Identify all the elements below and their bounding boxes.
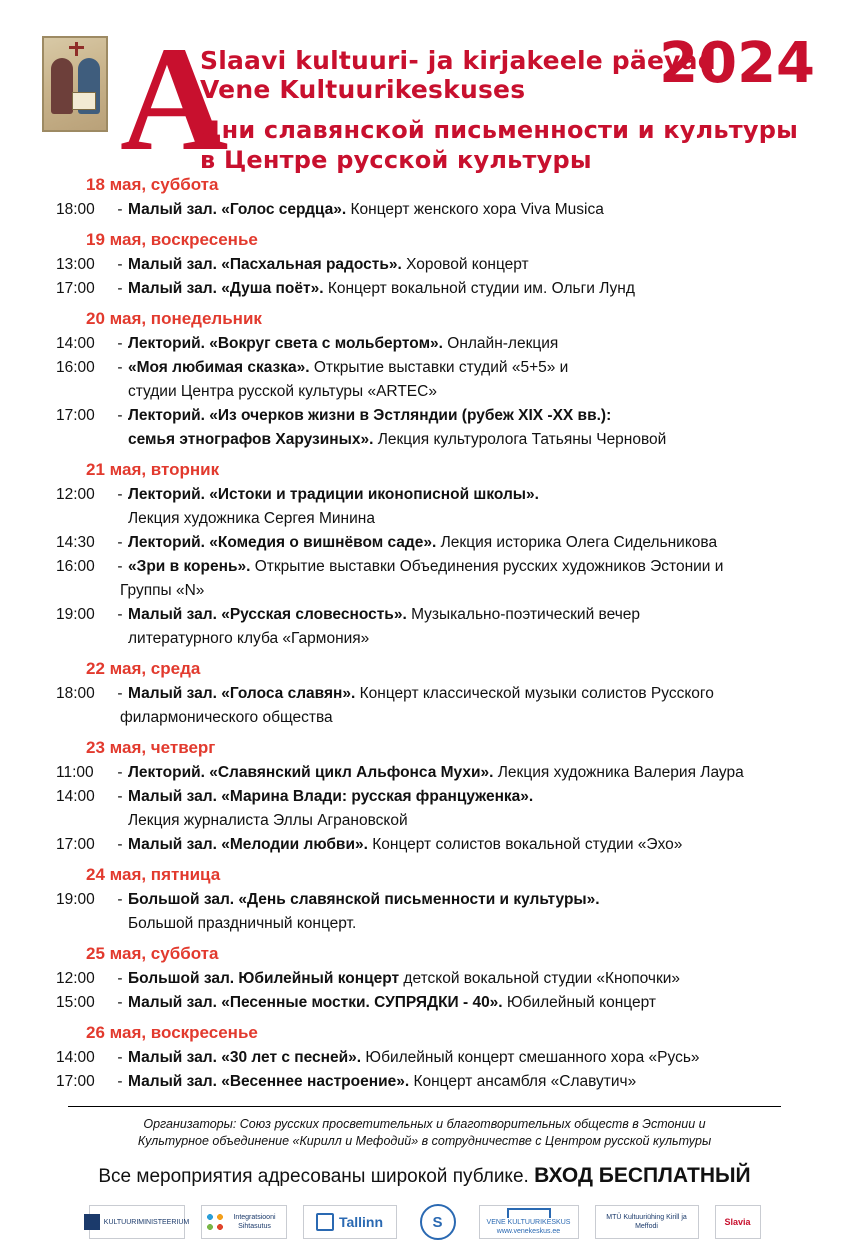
event-row [56, 683, 821, 704]
tallinn-logo [303, 1205, 397, 1239]
coat-of-arms-icon [84, 1214, 100, 1230]
kirill-ja-mefodi-label: MTÜ Kultuuriühing Kirill ja Meffodi [606, 1214, 687, 1230]
event-desc: Концерт классической музыки солистов Русского [355, 685, 714, 702]
event-time: 18:00 [56, 685, 95, 702]
saints-cyril-methodius-icon [42, 36, 108, 132]
event-desc: Открытие выставки Объединения русских художников Эстонии и [250, 558, 724, 575]
day-title: 19 мая, воскресенье [86, 230, 258, 249]
event-continuation [128, 429, 821, 450]
event-row [56, 762, 821, 783]
colored-dots-icon [206, 1213, 224, 1231]
event-text [128, 604, 821, 625]
event-title: Большой зал. Юбилейный концерт [128, 970, 400, 987]
event-title: Большой зал. «День славянской письменности и культуры». [128, 891, 600, 908]
event-desc: детской вокальной студии «Кнопочки» [399, 970, 681, 987]
event-dash: - [117, 606, 123, 623]
event-time: 14:00 [56, 1049, 95, 1066]
event-row [56, 1047, 821, 1068]
event-dash: - [117, 970, 123, 987]
divider [68, 1106, 781, 1107]
poster-header [28, 16, 821, 182]
event-dash: - [117, 994, 123, 1011]
event-continuation: Группы «N» [120, 582, 205, 599]
event-title: Малый зал. «Марина Влади: русская француженка». [128, 788, 534, 805]
event-dash: - [117, 836, 123, 853]
event-row [56, 254, 821, 275]
day-title: 21 мая, вторник [86, 460, 220, 479]
event-text [128, 405, 821, 426]
event-time: 15:00 [56, 994, 95, 1011]
organizers-block [28, 1116, 821, 1150]
event-row [56, 1071, 821, 1092]
event-dash: - [117, 486, 123, 503]
event-text [128, 786, 821, 807]
event-title: Малый зал. «Голоса славян». [128, 685, 356, 702]
day-title: 20 мая, понедельник [86, 309, 262, 328]
event-row [56, 357, 821, 378]
event-text [128, 254, 821, 275]
event-title: Лекторий. «Из очерков жизни в Эстляндии (рубеж XIX -XX вв.): [128, 407, 612, 424]
event-desc: Концерт женского хора Viva Musica [346, 201, 604, 218]
event-text [128, 683, 821, 704]
event-row [56, 992, 821, 1013]
event-row [56, 604, 821, 625]
event-desc: Юбилейный концерт смешанного хора «Русь» [361, 1049, 700, 1066]
event-continuation: Лекция художника Сергея Минина [128, 510, 375, 527]
title-russian-line1: Дни славянской письменности и культуры [200, 116, 799, 144]
event-row [56, 786, 821, 807]
event-dash: - [117, 335, 123, 352]
cross-bar-icon [69, 46, 84, 49]
event-time: 17:00 [56, 836, 95, 853]
event-continuation: литературного клуба «Гармония» [128, 630, 370, 647]
free-entry-strong: ВХОД БЕСПЛАТНЫЙ [534, 1164, 751, 1187]
event-time: 12:00 [56, 486, 95, 503]
year-label: 2024 [659, 31, 815, 96]
event-time: 14:30 [56, 534, 95, 551]
event-title: Лекторий. «Вокруг света с мольбертом». [128, 335, 443, 352]
event-text [128, 1071, 821, 1092]
event-dash: - [117, 685, 123, 702]
event-dash: - [117, 256, 123, 273]
event-text [128, 199, 821, 220]
event-row [56, 484, 821, 505]
event-dash: - [117, 788, 123, 805]
organizers-line-1: Организаторы: Союз русских просветительных и благотворительных обществ в Эстонии и [143, 1117, 706, 1131]
day-title: 24 мая, пятница [86, 865, 221, 884]
event-dash: - [117, 558, 123, 575]
building-icon [507, 1208, 551, 1218]
event-row [56, 968, 821, 989]
free-entry-text: Все мероприятия адресованы широкой публике. [98, 1166, 535, 1187]
event-row [56, 889, 821, 910]
event-time: 17:00 [56, 407, 95, 424]
russian-culture-centre-logo [479, 1205, 579, 1239]
integration-foundation-label: Integratsiooni Sihtasutus [233, 1214, 276, 1230]
slavia-logo [715, 1205, 761, 1239]
ministry-of-culture-label: KULTUURIMINISTEERIUM [103, 1218, 190, 1226]
event-dash: - [117, 201, 123, 218]
union-seal-label: S [432, 1213, 443, 1231]
event-title: «Зри в корень». [128, 558, 251, 575]
event-text [128, 834, 821, 855]
event-time: 16:00 [56, 359, 95, 376]
event-time: 19:00 [56, 891, 95, 908]
event-dash: - [117, 764, 123, 781]
event-text [128, 484, 821, 505]
organizers-line-2: Культурное объединение «Кирилл и Мефодий» в сотрудничестве с Центром русской культуры [137, 1134, 712, 1148]
event-time: 17:00 [56, 1073, 95, 1090]
event-continuation-title: семья этнографов Харузиных». [128, 431, 374, 448]
event-row [56, 405, 821, 426]
event-text [128, 532, 821, 553]
event-title: «Моя любимая сказка». [128, 359, 310, 376]
event-desc: Музыкально-поэтический вечер [406, 606, 641, 623]
event-row [56, 333, 821, 354]
event-continuation: студии Центра русской культуры «ARTEC» [128, 383, 437, 400]
event-time: 18:00 [56, 201, 95, 218]
event-desc: Концерт вокальной студии им. Ольги Лунд [323, 280, 635, 297]
union-seal-logo [413, 1205, 463, 1239]
event-text [128, 992, 821, 1013]
event-row [56, 834, 821, 855]
event-dash: - [117, 1049, 123, 1066]
event-time: 12:00 [56, 970, 95, 987]
event-continuation: Лекция журналиста Эллы Аграновской [128, 812, 408, 829]
event-title: Малый зал. «Песенные мостки. СУПРЯДКИ - 40». [128, 994, 503, 1011]
event-continuation: филармонического общества [120, 709, 333, 726]
title-russian-line2: в Центре русской культуры [200, 146, 592, 174]
event-title: Малый зал. «30 лет с песней». [128, 1049, 362, 1066]
event-title: Малый зал. «Мелодии любви». [128, 836, 368, 853]
event-text [128, 762, 821, 783]
cross-icon [75, 42, 78, 56]
event-dash: - [117, 359, 123, 376]
event-desc: Онлайн-лекция [442, 335, 559, 352]
tallinn-label: Tallinn [338, 1213, 384, 1230]
event-time: 11:00 [56, 764, 94, 781]
event-time: 14:00 [56, 335, 95, 352]
title-estonian-line2: Vene Kultuurikeskuses [200, 75, 526, 104]
event-text [128, 1047, 821, 1068]
seal-icon [420, 1204, 456, 1240]
event-dash: - [117, 407, 123, 424]
tallinn-emblem-icon [316, 1213, 334, 1231]
event-time: 17:00 [56, 280, 95, 297]
event-title: Малый зал. «Голос сердца». [128, 201, 347, 218]
event-row [56, 556, 821, 577]
event-title: Малый зал. «Русская словесность». [128, 606, 407, 623]
event-title: Малый зал. «Душа поёт». [128, 280, 324, 297]
event-title: Лекторий. «Истоки и традиции иконописной школы». [128, 486, 539, 503]
event-title: Малый зал. «Весеннее настроение». [128, 1073, 410, 1090]
event-text [128, 889, 821, 910]
event-desc: Концерт ансамбля «Славутич» [409, 1073, 637, 1090]
event-time: 14:00 [56, 788, 95, 805]
event-desc: Лекция художника Валерия Лаура [493, 764, 744, 781]
schedule-list [28, 174, 821, 1092]
event-title: Малый зал. «Пасхальная радость». [128, 256, 402, 273]
day-title: 18 мая, суббота [86, 175, 219, 194]
day-title: 23 мая, четверг [86, 738, 216, 757]
day-title: 22 мая, среда [86, 659, 201, 678]
event-continuation: Большой праздничный концерт. [128, 915, 357, 932]
event-title: Лекторий. «Славянский цикл Альфонса Мухи». [128, 764, 494, 781]
sponsor-logos [28, 1205, 821, 1239]
letter-a-emblem: А [120, 16, 223, 182]
event-text [128, 333, 821, 354]
kirill-ja-mefodi-logo [595, 1205, 699, 1239]
event-desc: Юбилейный концерт [502, 994, 656, 1011]
event-continuation-desc: Лекция культуролога Татьяны Черновой [373, 431, 667, 448]
event-desc: Лекция историка Олега Сидельникова [436, 534, 718, 551]
event-row [56, 278, 821, 299]
title-estonian-line1: Slaavi kultuuri- ja kirjakeele päevad [200, 46, 716, 75]
event-dash: - [117, 280, 123, 297]
ministry-of-culture-logo [89, 1205, 190, 1239]
event-time: 13:00 [56, 256, 95, 273]
day-title: 25 мая, суббота [86, 944, 219, 963]
free-entry-note [28, 1164, 821, 1189]
event-desc: Концерт солистов вокальной студии «Эхо» [367, 836, 683, 853]
event-time: 19:00 [56, 606, 95, 623]
event-text [128, 556, 821, 577]
book-icon [72, 92, 96, 110]
event-dash: - [117, 534, 123, 551]
event-text [128, 968, 821, 989]
slavia-label: Slavia [724, 1216, 751, 1227]
saint-figure-icon [51, 58, 73, 114]
event-row [56, 199, 821, 220]
event-dash: - [117, 1073, 123, 1090]
day-title: 26 мая, воскресенье [86, 1023, 258, 1042]
event-desc: Открытие выставки студий «5+5» и [309, 359, 569, 376]
event-text [128, 278, 821, 299]
event-row [56, 532, 821, 553]
integration-foundation-logo [201, 1205, 287, 1239]
event-dash: - [117, 891, 123, 908]
event-desc: Хоровой концерт [401, 256, 529, 273]
russian-culture-centre-label: VENE KULTUURIKESKUS www.venekeskus.ee [486, 1219, 571, 1235]
event-time: 16:00 [56, 558, 95, 575]
event-title: Лекторий. «Комедия о вишнёвом саде». [128, 534, 437, 551]
event-text [128, 357, 821, 378]
